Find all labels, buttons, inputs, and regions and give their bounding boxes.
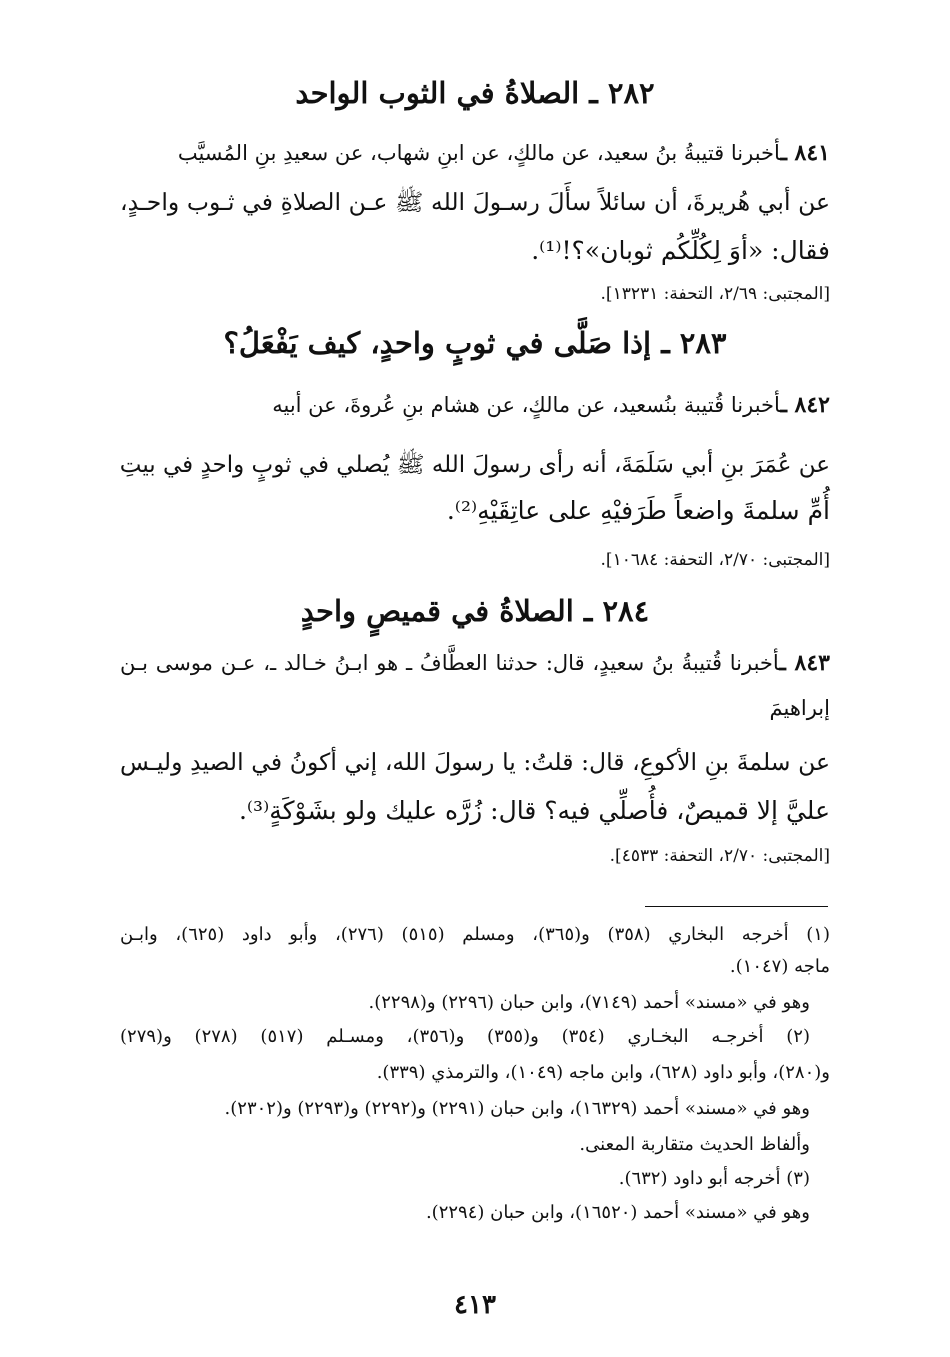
footnote-line: وهو في «مسند» أحمد (١٦٥٢٠)، وابن حبان (٢٢٩٤). [425,1202,810,1223]
hadith-reference: [المجتبى: ٢/٦٩، التحفة: ١٣٢٣١]. [600,284,830,304]
footnote-line: و(٢٨٠)، وأبو داود (٦٢٨)، وابن ماجه (١٠٤٩)، والترمذي (٣٣٩). [376,1062,830,1083]
chapter-title: ٢٨٢ ـ الصلاةُ في الثوب الواحد [295,76,655,110]
hadith-matn-line: عليَّ إلا قميصٌ، فأُصلِّي فيه؟ قال: زُرَّه عليك ولو بشَوْكَةٍ⁽³⁾. [238,796,830,825]
hadith-isnad [120,650,830,676]
isnad-text: أخبرنا قُتيبةُ بنُ سعيدٍ، قال: حدثنا العطَّافُ ـ هو ابـنُ خـالد ـ، عـن موسى بـن [120,651,780,675]
hadith-matn-line: عن سلمةَ بنِ الأكوعِ، قال: قلتُ: يا رسولَ الله، إني أكونُ في الصيدِ وليـس [120,748,830,776]
hadith-matn-line: عن أبي هُريرةَ، أن سائلاً سأَلَ رسـولَ الله ﷺ عـن الصلاةِ في ثـوب واحـدٍ، [120,188,830,216]
footnote-line: وألفاظ الحديث متقاربة المعنى. [579,1134,810,1155]
footnote-line: وهو في «مسند» أحمد (٧١٤٩)، وابن حبان (٢٢٩٦) و(٢٢٩٨). [368,992,810,1013]
footnote-separator [645,906,828,907]
isnad-text: أخبرنا قتيبةُ بنُ سعيد، عن مالكٍ، عن ابنِ شهاب، عن سعيدِ بنِ المُسيَّب [177,141,781,165]
hadith-isnad [120,392,830,418]
footnote-line: (١) أخرجه البخاري (٣٥٨) و(٣٦٥)، ومسلم (٥١٥) (٢٧٦)، وأبو داود (٦٢٥)، وابـن [120,924,830,945]
footnote-line: ماجه (١٠٤٧). [729,956,830,977]
hadith-matn-line: فقال: «أوَ لِكُلِّكُم ثوبان»؟!⁽¹⁾. [531,236,830,265]
footnote-line: (٢) أخرجـه البخـاري (٣٥٤) و(٣٥٥) و(٣٥٦)، ومسـلم (٥١٧) (٢٧٨) و(٢٧٩) [120,1026,810,1047]
chapter-title: ٢٨٤ ـ الصلاةُ في قميصٍ واحدٍ [300,594,650,628]
hadith-number: ٨٤١ ـ [780,140,830,166]
hadith-number: ٨٤٣ ـ [779,650,830,676]
isnad-text: أخبرنا قُتيبة بنُسعيد، عن مالكٍ، عن هشام بنِ عُروةَ، عن أبيه [272,393,781,417]
chapter-title: ٢٨٣ ـ إذا صَلَّى في ثوبٍ واحدٍ، كيف يَفْعَلُ؟ [223,326,727,360]
isnad-continuation: إبراهيمَ [769,696,830,720]
hadith-reference: [المجتبى: ٢/٧٠، التحفة: ٤٥٣٣]. [609,846,830,866]
hadith-number: ٨٤٢ ـ [780,392,830,418]
hadith-isnad [120,140,830,166]
page-number: ٤١٣ [454,1290,496,1320]
hadith-reference: [المجتبى: ٢/٧٠، التحفة: ١٠٦٨٤]. [600,550,830,570]
hadith-matn-line: أُمِّ سلمةَ واضعاً طَرَفيْهِ على عاتِقَيْهِ⁽²⁾. [446,496,830,525]
footnote-line: وهو في «مسند» أحمد (١٦٣٢٩)، وابن حبان (٢٢٩١) و(٢٢٩٢) و(٢٢٩٣) و(٢٣٠٢). [224,1098,810,1119]
footnote-line: (٣) أخرجه أبو داود (٦٣٢). [618,1168,810,1189]
hadith-matn-line: عن عُمَرَ بنِ أبي سَلَمَةَ، أنه رأى رسولَ الله ﷺ يُصلي في ثوبٍ واحدٍ في بيتِ [119,452,830,478]
